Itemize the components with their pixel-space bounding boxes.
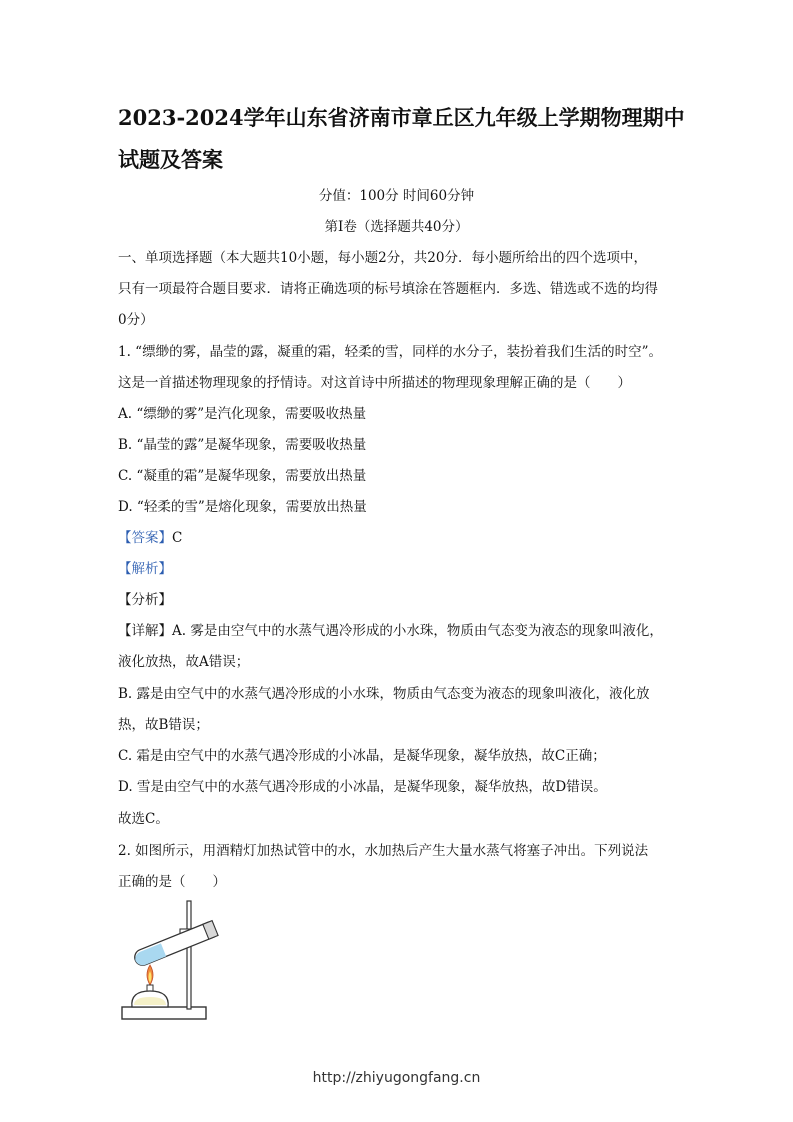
instructions-line: 0分） bbox=[118, 312, 154, 328]
detail-line: C. 霜是由空气中的水蒸气遇冷形成的小冰晶，是凝华现象，凝华放热，故C正确； bbox=[118, 748, 606, 764]
detail-line: 故选C。 bbox=[118, 811, 169, 827]
instructions-line: 只有一项最符合题目要求．请将正确选项的标号填涂在答题框内．多选、错选或不选的均得 bbox=[118, 281, 658, 297]
exam-meta: 分值：100分 时间60分钟 bbox=[318, 188, 475, 204]
question-1-stem: 1. “缥缈的雾，晶莹的露，凝重的霜，轻柔的雪，同样的水分子，装扮着我们生活的时空”。 bbox=[118, 344, 662, 360]
question-2-stem: 2. 如图所示，用酒精灯加热试管中的水，水加热后产生大量水蒸气将塞子冲出。下列说法 bbox=[118, 843, 649, 859]
question-2-stem: 正确的是（ ） bbox=[118, 874, 226, 890]
footer-url: http://zhiyugongfang.cn bbox=[312, 1070, 481, 1086]
section-heading: 第Ⅰ卷（选择题共40分） bbox=[324, 219, 469, 235]
analysis-label: 【解析】 bbox=[118, 561, 172, 577]
detail-text: A. 雾是由空气中的水蒸气遇冷形成的小水珠，物质由气态变为液态的现象叫液化， bbox=[172, 623, 663, 639]
question-1-option-b: B. “晶莹的露”是凝华现象，需要吸收热量 bbox=[118, 437, 367, 453]
detail-line: B. 露是由空气中的水蒸气遇冷形成的小水珠，物质由气态变为液态的现象叫液化，液化放 bbox=[118, 686, 650, 702]
detail-line: 液化放热，故A错误； bbox=[118, 654, 250, 670]
answer-label: 【答案】 bbox=[118, 530, 172, 546]
question-1-stem: 这是一首描述物理现象的抒情诗。对这首诗中所描述的物理现象理解正确的是（ ） bbox=[118, 375, 631, 391]
detail-line: 热，故B错误； bbox=[118, 717, 209, 733]
question-1-option-c: C. “凝重的霜”是凝华现象，需要放出热量 bbox=[118, 468, 367, 484]
detail-line: D. 雪是由空气中的水蒸气遇冷形成的小冰晶，是凝华现象，凝华放热，故D错误。 bbox=[118, 779, 607, 795]
answer-value: C bbox=[172, 530, 183, 546]
instructions-line: 一、单项选择题（本大题共10小题，每小题2分，共20分．每小题所给出的四个选项中， bbox=[118, 250, 647, 266]
question-1-option-d: D. “轻柔的雪”是熔化现象，需要放出热量 bbox=[118, 499, 367, 515]
page-title-line2: 试题及答案 bbox=[118, 147, 223, 172]
answer-line bbox=[118, 528, 182, 548]
fenxi-label: 【分析】 bbox=[118, 592, 172, 608]
question-1-option-a: A. “缥缈的雾”是汽化现象，需要吸收热量 bbox=[118, 406, 367, 422]
test-tube-apparatus-figure bbox=[118, 895, 228, 1025]
detail-line bbox=[118, 621, 663, 641]
page-title-line1: 2023-2024学年山东省济南市章丘区九年级上学期物理期中 bbox=[118, 105, 685, 130]
detail-label: 【详解】 bbox=[118, 623, 172, 639]
